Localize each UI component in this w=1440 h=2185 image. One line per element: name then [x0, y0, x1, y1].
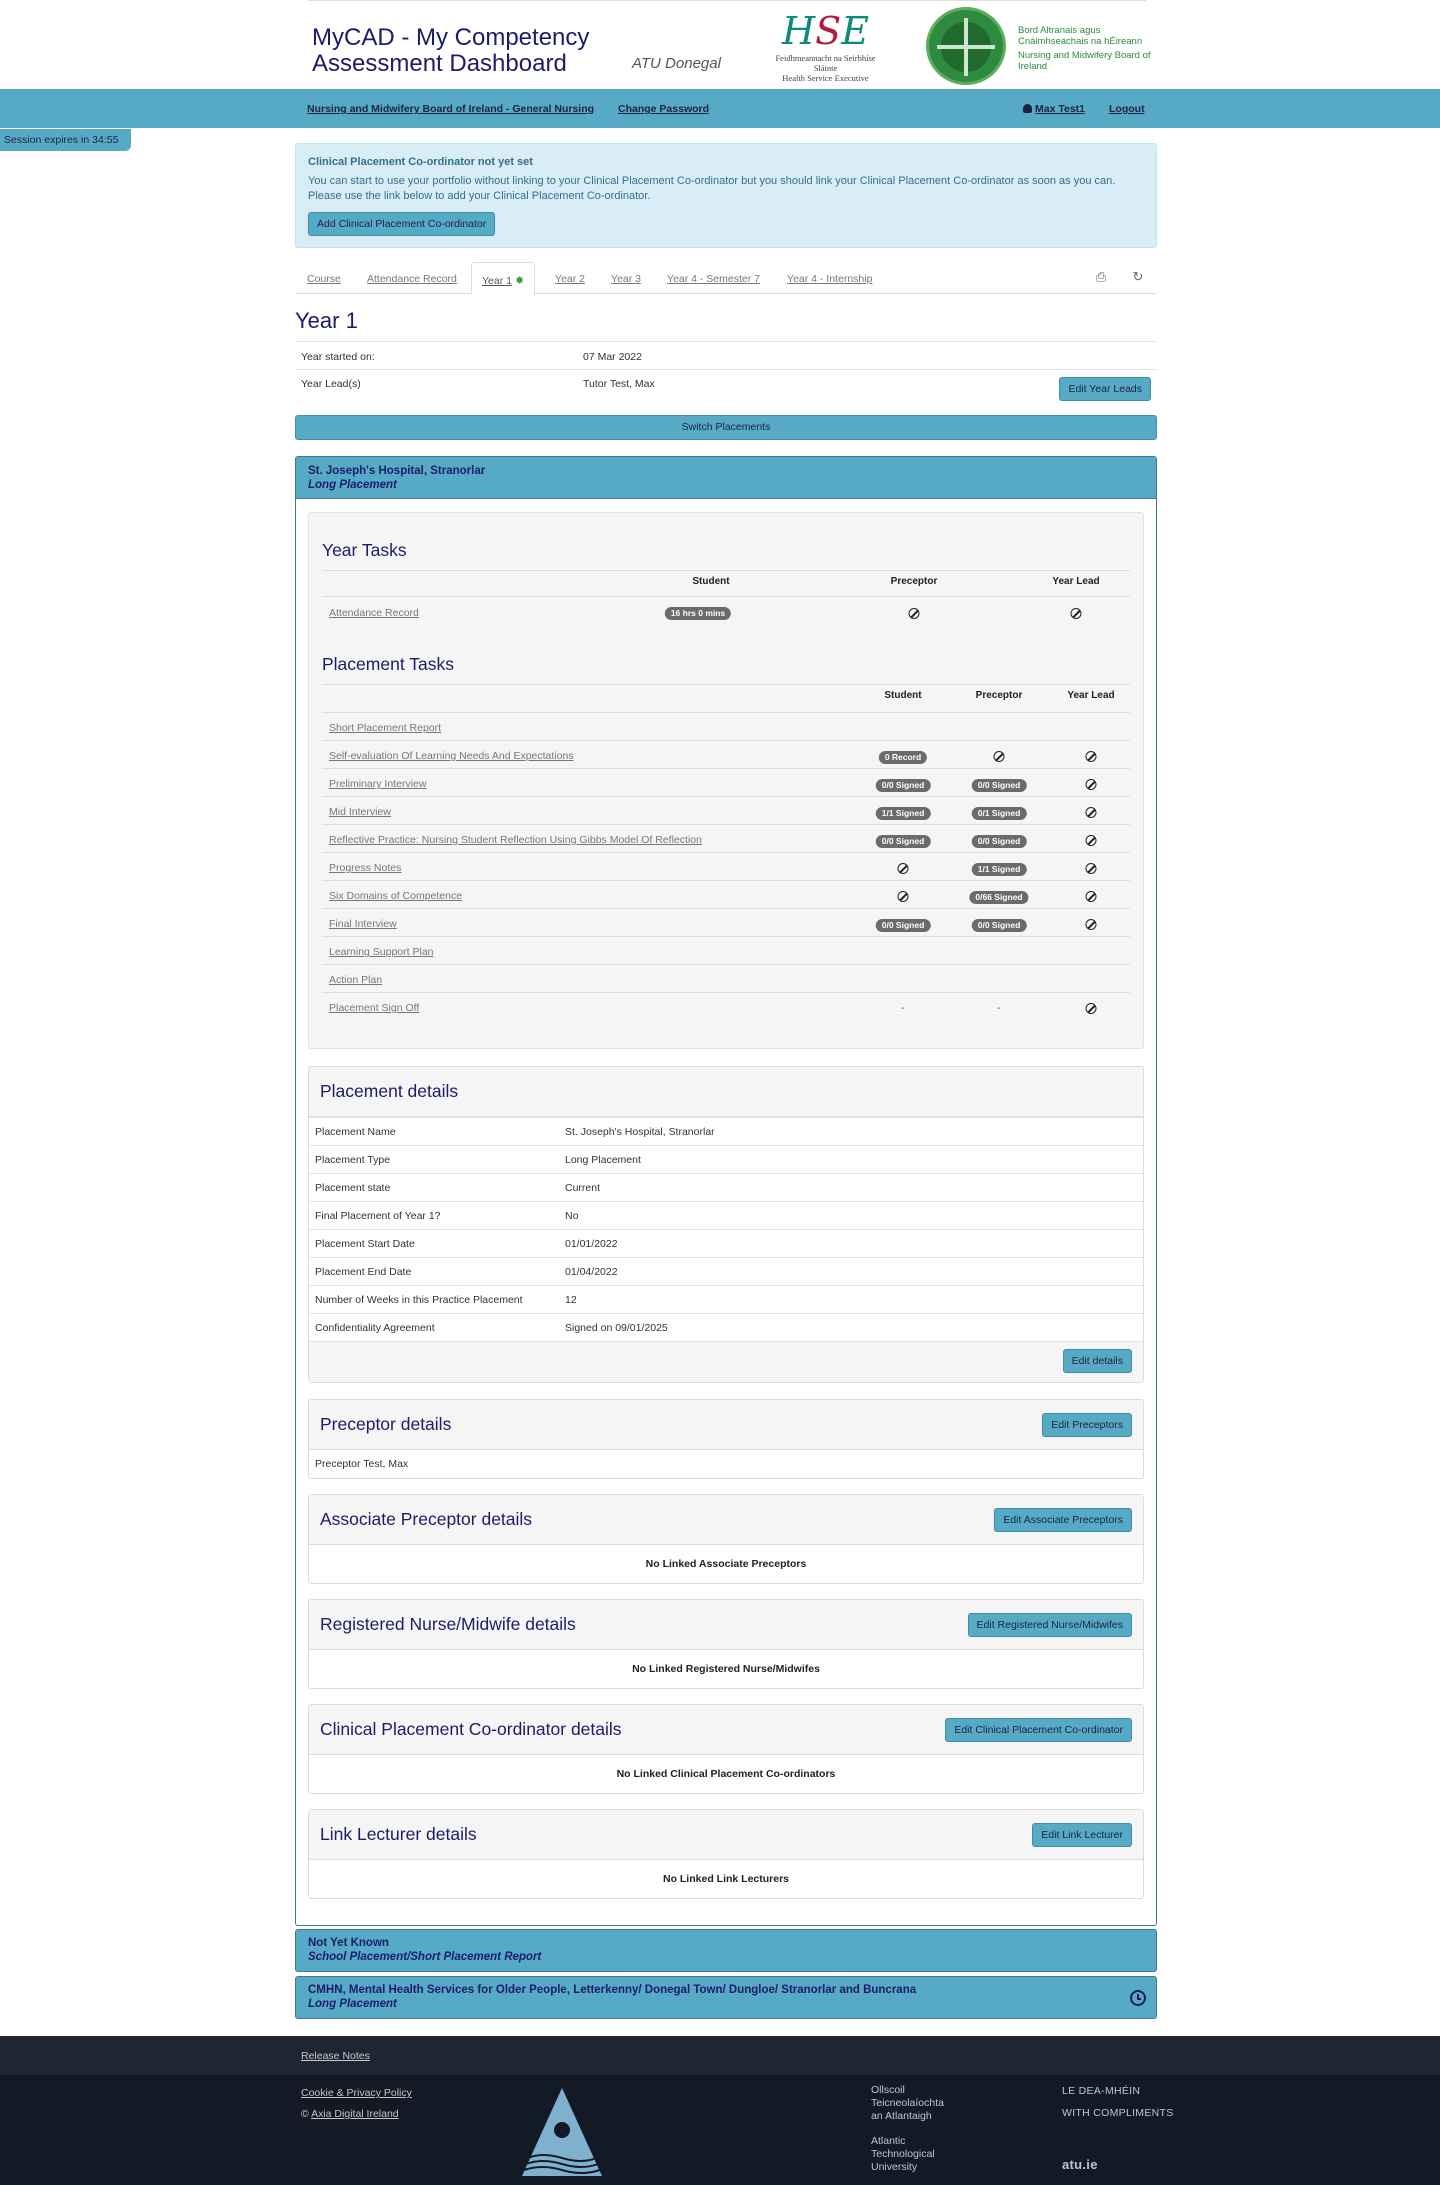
alert-title: Clinical Placement Co-ordinator not yet set [308, 156, 533, 168]
logout-link[interactable]: Logout [1109, 103, 1145, 115]
status-badge: 1/1 Signed [876, 807, 931, 820]
task-link-placement-sign-off[interactable]: Placement Sign Off [329, 1002, 420, 1014]
placement-name: CMHN, Mental Health Services for Older People, Letterkenny/ Donegal Town/ Dungloe/ Stranorlar and Buncrana [308, 1984, 917, 1996]
placement-type: Long Placement [308, 479, 397, 491]
detail-value: Long Placement [565, 1154, 641, 1166]
not-applicable-icon [898, 891, 909, 902]
status-badge: 0/1 Signed [972, 807, 1027, 820]
detail-key: Final Placement of Year 1? [315, 1210, 441, 1222]
session-timer: Session expires in 34:55 [0, 129, 131, 151]
year-started-row [295, 341, 1157, 369]
placement-tasks-title: Placement Tasks [322, 654, 454, 674]
edit-cpc-button[interactable]: Edit Clinical Placement Co-ordinator [945, 1718, 1132, 1742]
year-lead-label: Year Lead(s) [301, 378, 361, 390]
details-footer [309, 1341, 1143, 1382]
detail-row [309, 1257, 1143, 1285]
attendance-hours-badge: 16 hrs 0 mins [665, 607, 731, 620]
detail-row [309, 1285, 1143, 1313]
copyright [301, 2108, 399, 2120]
preceptor-details-title: Preceptor details [320, 1414, 452, 1434]
atu-irish-line: Teicneolaíochta [871, 2097, 944, 2109]
task-link-mid-interview[interactable]: Mid Interview [329, 806, 391, 818]
task-link-reflective-practice[interactable]: Reflective Practice: Nursing Student Reflection Using Gibbs Model Of Reflection [329, 834, 702, 846]
placement-name: St. Joseph's Hospital, Stranorlar [308, 465, 486, 477]
not-applicable-icon [1086, 751, 1097, 762]
associate-preceptor-title: Associate Preceptor details [320, 1509, 533, 1529]
placement-panel-header[interactable] [296, 457, 1156, 499]
detail-row [309, 1229, 1143, 1257]
link-lecturer-card [308, 1809, 1144, 1899]
year-started-value: 07 Mar 2022 [583, 351, 642, 363]
edit-year-leads-button[interactable]: Edit Year Leads [1059, 377, 1151, 401]
cpc-alert [295, 143, 1157, 248]
preceptor-name: Preceptor Test, Max [315, 1458, 409, 1470]
empty-value: - [997, 1002, 1001, 1014]
task-link-six-domains[interactable]: Six Domains of Competence [329, 890, 463, 902]
compliments-english: WITH COMPLIMENTS [1062, 2107, 1174, 2119]
detail-value: No [565, 1210, 579, 1222]
placement-tasks-col-student: Student [884, 690, 922, 701]
tab-course[interactable]: Course [307, 273, 341, 285]
registered-nurse-card [308, 1599, 1144, 1689]
tab-year-1[interactable] [471, 262, 535, 295]
placement-tasks-col-year-lead: Year Lead [1067, 690, 1115, 701]
detail-value: 01/01/2022 [565, 1238, 618, 1250]
not-applicable-icon [1086, 1003, 1097, 1014]
atu-logo-icon [522, 2088, 602, 2176]
edit-registered-nurse-button[interactable]: Edit Registered Nurse/Midwifes [968, 1613, 1132, 1637]
switch-placements-button[interactable]: Switch Placements [295, 415, 1157, 440]
hse-irish-text: Feidhmeannacht na Seirbhíse Sláinte [775, 53, 876, 73]
tab-year-2[interactable]: Year 2 [555, 273, 585, 285]
detail-value: St. Joseph's Hospital, Stranorlar [565, 1126, 715, 1138]
empty-registered-message: No Linked Registered Nurse/Midwifes [632, 1663, 820, 1675]
placement-type: Long Placement [308, 1998, 397, 2010]
nmbi-irish-text: Bord Altranais agus Cnáimhseachais na hÉireann [1018, 25, 1143, 47]
associate-preceptor-card [308, 1494, 1144, 1584]
not-applicable-icon [1086, 807, 1097, 818]
status-badge: 0/0 Signed [972, 835, 1027, 848]
board-link[interactable]: Nursing and Midwifery Board of Ireland - General Nursing [307, 103, 595, 115]
status-badge: 0/0 Signed [876, 835, 931, 848]
tab-year-4-internship[interactable]: Year 4 - Internship [787, 273, 873, 285]
detail-value: Signed on 09/01/2025 [565, 1322, 668, 1334]
detail-row [309, 1117, 1143, 1145]
clock-icon [1130, 1990, 1146, 2006]
year-title: Year 1 [295, 308, 358, 333]
placement-details-header [309, 1067, 1143, 1117]
atu-irish-line: an Atlantaigh [871, 2110, 932, 2122]
empty-lecturer-message: No Linked Link Lecturers [662, 1873, 790, 1885]
link-lecturer-title: Link Lecturer details [320, 1824, 477, 1844]
year-tasks-col-year-lead: Year Lead [1052, 576, 1100, 587]
placement-panel-collapsed[interactable] [295, 1929, 1157, 1972]
placement-name: Not Yet Known [308, 1937, 389, 1949]
edit-associate-preceptors-button[interactable]: Edit Associate Preceptors [994, 1508, 1132, 1532]
not-applicable-icon [994, 751, 1005, 762]
placement-panel [295, 456, 1157, 1926]
tasks-well [308, 512, 1144, 1049]
cpc-title: Clinical Placement Co-ordinator details [320, 1719, 622, 1739]
task-link-short-placement-report[interactable]: Short Placement Report [329, 722, 442, 734]
link-lecturer-header [309, 1810, 1143, 1860]
nmbi-english-text: Nursing and Midwifery Board of Ireland [1018, 50, 1151, 72]
current-star-icon: ✸ [514, 275, 525, 287]
tab-year-4-semester-7[interactable]: Year 4 - Semester 7 [667, 273, 760, 285]
detail-key: Confidentiality Agreement [315, 1322, 435, 1334]
footer-bottom [0, 2076, 1440, 2185]
placement-tasks-col-preceptor: Preceptor [975, 690, 1023, 701]
not-applicable-icon [1086, 891, 1097, 902]
tab-year-3[interactable]: Year 3 [611, 273, 641, 285]
print-icon[interactable]: ⎙ [1095, 269, 1107, 284]
detail-value: 01/04/2022 [565, 1266, 618, 1278]
detail-value: 12 [565, 1294, 577, 1306]
atu-english-line: University [871, 2161, 918, 2173]
hse-english-text: Health Service Executive [782, 73, 869, 83]
axia-link[interactable]: Axia Digital Ireland [311, 2108, 399, 2120]
detail-key: Placement Name [315, 1126, 396, 1138]
detail-key: Number of Weeks in this Practice Placement [315, 1294, 523, 1306]
task-link-final-interview[interactable]: Final Interview [329, 918, 397, 930]
task-link-progress-notes[interactable]: Progress Notes [329, 862, 402, 874]
year-started-label: Year started on: [301, 351, 375, 363]
release-notes-link[interactable]: Release Notes [301, 2050, 370, 2062]
year-lead-value: Tutor Test, Max [583, 378, 655, 390]
detail-key: Placement Type [315, 1154, 391, 1166]
attendance-record-link[interactable]: Attendance Record [329, 607, 419, 619]
copyright-symbol: © [301, 2108, 309, 2120]
site-header [308, 0, 1151, 88]
hse-logo [763, 9, 888, 85]
refresh-icon[interactable]: ↻ [1132, 269, 1144, 284]
detail-row [309, 1313, 1143, 1341]
not-applicable-icon [1071, 608, 1082, 619]
app-title: MyCAD - My Competency Assessment Dashboard [312, 24, 590, 77]
placement-details-card [308, 1066, 1144, 1383]
detail-row [309, 1145, 1143, 1173]
status-badge: 0/66 Signed [969, 891, 1028, 904]
status-badge: 0/0 Signed [876, 919, 931, 932]
detail-value: Current [565, 1182, 601, 1194]
placement-details-title: Placement details [320, 1081, 459, 1101]
top-navbar [0, 89, 1440, 128]
edit-details-button[interactable]: Edit details [1063, 1349, 1132, 1373]
not-applicable-icon [1086, 919, 1097, 930]
year-tasks-col-student: Student [692, 576, 730, 587]
preceptor-details-header [309, 1400, 1143, 1450]
edit-preceptors-button[interactable]: Edit Preceptors [1042, 1413, 1132, 1437]
detail-row [309, 1173, 1143, 1201]
preceptor-details-card [308, 1399, 1144, 1479]
year-tasks-title: Year Tasks [322, 540, 407, 560]
empty-cpc-message: No Linked Clinical Placement Co-ordinators [616, 1768, 836, 1780]
app-subtitle: ATU Donegal [632, 55, 721, 72]
cpc-card [308, 1704, 1144, 1794]
cpc-header [309, 1705, 1143, 1755]
atu-site: atu.ie [1062, 2157, 1098, 2172]
status-badge: 0/0 Signed [876, 779, 931, 792]
detail-key: Placement End Date [315, 1266, 412, 1278]
status-badge: 0/0 Signed [972, 919, 1027, 932]
status-badge: 0/0 Signed [972, 779, 1027, 792]
change-password-link[interactable]: Change Password [618, 103, 710, 115]
registered-nurse-header [309, 1600, 1143, 1650]
footer-top [0, 2036, 1440, 2076]
user-menu-link[interactable] [1023, 103, 1085, 115]
alert-text: You can start to use your portfolio without linking to your Clinical Placement Co-ordinator but you should link your Clinical Placement Co-ordinator as soon as you can. Please use the link below to add your Clinical Placement Co-ordinator. [308, 175, 1116, 202]
empty-associate-message: No Linked Associate Preceptors [645, 1558, 807, 1570]
tab-year-1-label: Year 1 [482, 275, 512, 287]
year-tabs [295, 262, 1157, 294]
add-cpc-button[interactable]: Add Clinical Placement Co-ordinator [308, 212, 495, 236]
not-applicable-icon [898, 863, 909, 874]
not-applicable-icon [1086, 779, 1097, 790]
hse-mark-icon: HSE [782, 9, 869, 53]
task-link-action-plan[interactable]: Action Plan [329, 974, 383, 986]
not-applicable-icon [909, 608, 920, 619]
placement-type: School Placement/Short Placement Report [308, 1951, 542, 1963]
atu-name [871, 2084, 944, 2174]
empty-value: - [901, 1002, 905, 1014]
year-tasks-col-preceptor: Preceptor [890, 576, 938, 587]
compliments-irish: LE DEA-MHÉIN [1062, 2085, 1141, 2097]
registered-nurse-title: Registered Nurse/Midwife details [320, 1614, 576, 1634]
atu-irish-line: Ollscoil [871, 2084, 905, 2096]
placement-panel-collapsed[interactable] [295, 1976, 1157, 2019]
tab-attendance-record[interactable]: Attendance Record [367, 273, 457, 285]
nmbi-logo-text [1018, 25, 1158, 72]
year-lead-row [295, 369, 1157, 407]
atu-english-line: Technological [871, 2148, 935, 2160]
atu-english-line: Atlantic [871, 2135, 906, 2147]
status-badge: 0 Record [879, 751, 927, 764]
edit-link-lecturer-button[interactable]: Edit Link Lecturer [1032, 1823, 1132, 1847]
user-icon [1023, 104, 1032, 113]
task-link-learning-support-plan[interactable]: Learning Support Plan [329, 946, 434, 958]
cookie-policy-link[interactable]: Cookie & Privacy Policy [301, 2087, 412, 2099]
detail-key: Placement Start Date [315, 1238, 415, 1250]
status-badge: 1/1 Signed [972, 863, 1027, 876]
task-link-self-evaluation[interactable]: Self-evaluation Of Learning Needs And Expectations [329, 750, 574, 762]
not-applicable-icon [1086, 863, 1097, 874]
task-link-preliminary-interview[interactable]: Preliminary Interview [329, 778, 427, 790]
detail-row [309, 1201, 1143, 1229]
associate-preceptor-header [309, 1495, 1143, 1545]
not-applicable-icon [1086, 835, 1097, 846]
detail-key: Placement state [315, 1182, 391, 1194]
nmbi-logo-icon [926, 7, 1006, 85]
user-name: Max Test1 [1035, 103, 1085, 115]
